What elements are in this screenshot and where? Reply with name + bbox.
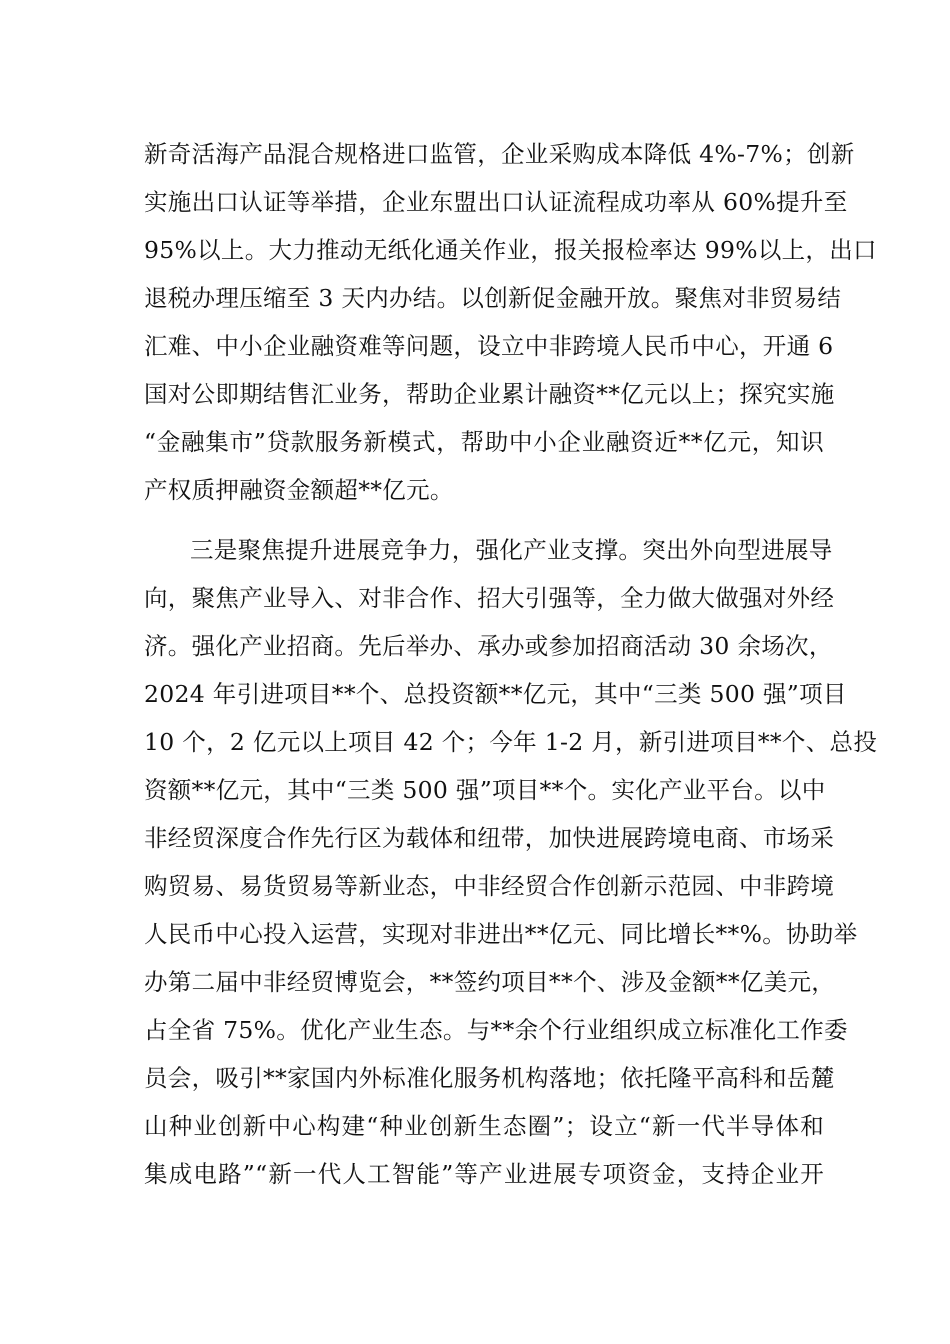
- text-line: 向，聚焦产业导入、对非合作、招大引强等，全力做大做强对外经: [144, 584, 835, 612]
- paragraph-last-line: 产权质押融资金额超**亿元。: [144, 476, 454, 504]
- text-line: 员会，吸引**家国内外标准化服务机构落地；依托隆平高科和岳麓: [144, 1064, 835, 1092]
- text-line: 办第二届中非经贸博览会，**签约项目**个、涉及金额**亿美元，: [144, 968, 836, 996]
- text-line: 95%以上。大力推动无纸化通关作业，报关报检率达 99%以上，出口: [144, 236, 877, 264]
- text-line: 济。强化产业招商。先后举办、承办或参加招商活动 30 余场次，: [144, 632, 833, 660]
- text-line: 非经贸深度合作先行区为载体和纽带，加快进展跨境电商、市场采: [144, 824, 835, 852]
- text-line: 资额**亿元，其中“三类 500 强”项目**个。实化产业平台。以中: [144, 776, 826, 804]
- paragraph-first-line: 三是聚焦提升进展竞争力，强化产业支撑。突出外向型进展导: [190, 536, 833, 564]
- text-line: 2024 年引进项目**个、总投资额**亿元，其中“三类 500 强”项目: [144, 680, 847, 708]
- text-line: 集成电路”“新一代人工智能”等产业进展专项资金，支持企业开: [144, 1160, 824, 1188]
- text-line: 新奇活海产品混合规格进口监管，企业采购成本降低 4%-7%；创新: [144, 140, 855, 168]
- text-line: 国对公即期结售汇业务，帮助企业累计融资**亿元以上；探究实施: [144, 380, 835, 408]
- text-line: “金融集市”贷款服务新模式，帮助中小企业融资近**亿元，知识: [144, 428, 824, 456]
- text-line: 人民币中心投入运营，实现对非进出**亿元、同比增长**%。协助举: [144, 920, 858, 948]
- text-line: 购贸易、易货贸易等新业态，中非经贸合作创新示范园、中非跨境: [144, 872, 835, 900]
- text-line: 10 个，2 亿元以上项目 42 个；今年 1-2 月，新引进项目**个、总投: [144, 728, 878, 756]
- text-line: 退税办理压缩至 3 天内办结。以创新促金融开放。聚焦对非贸易结: [144, 284, 842, 312]
- text-line: 山种业创新中心构建“种业创新生态圈”；设立“新一代半导体和: [144, 1112, 824, 1140]
- text-line: 占全省 75%。优化产业生态。与**余个行业组织成立标准化工作委: [144, 1016, 848, 1044]
- text-line: 汇难、中小企业融资难等问题，设立中非跨境人民币中心，开通 6: [144, 332, 834, 360]
- text-line: 实施出口认证等举措，企业东盟出口认证流程成功率从 60%提升至: [144, 188, 848, 216]
